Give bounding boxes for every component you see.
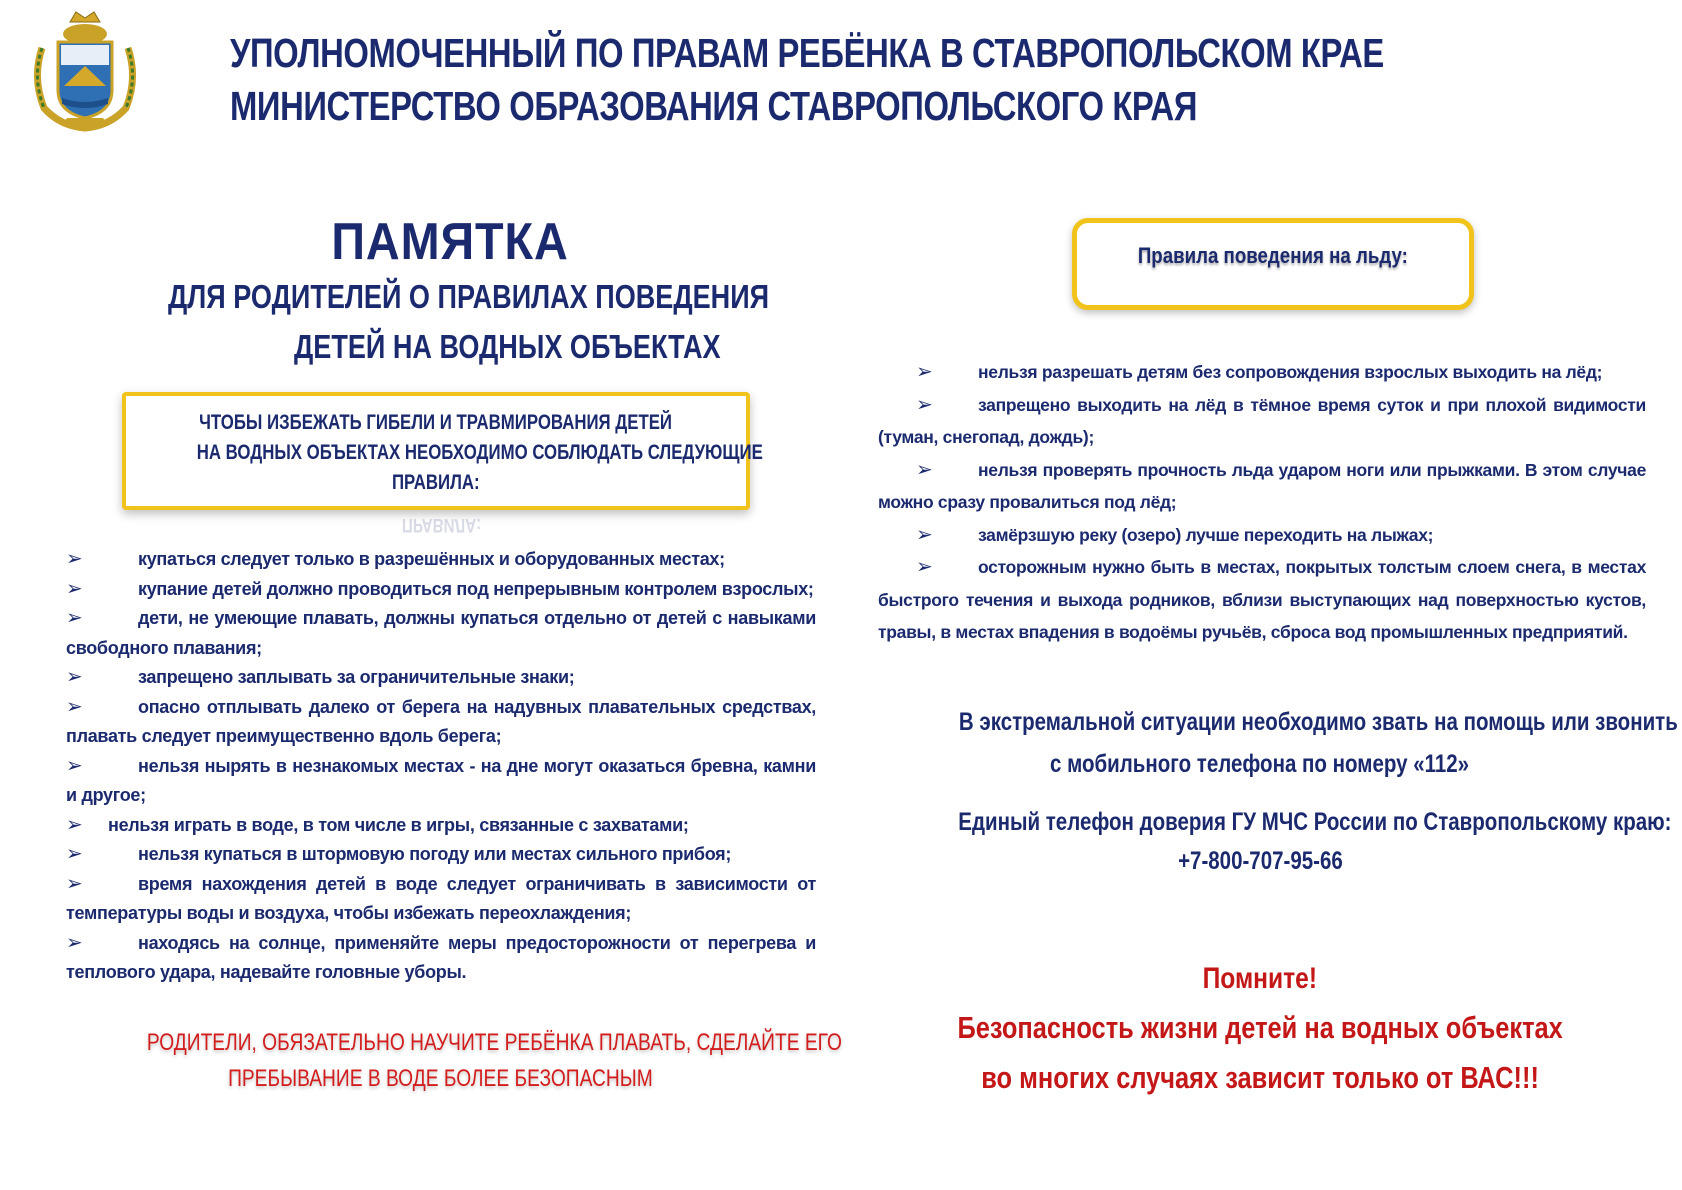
ice-rules-list [878,356,1646,649]
rules-intro-line-3: ПРАВИЛА: [392,471,480,494]
list-item: ➢ осторожным нужно быть в местах, покрытых толстым слоем снега, в местах быстрого течения и выхода родников, вблизи выступающих над поверхностью кустов, травы, в местах впадения в водоёмы ручьёв, сброса вод промышленных предприятий. [878,551,1646,649]
list-item: ➢ дети, не умеющие плавать, должны купаться отдельно от детей с навыками свободного плавания; [66,604,816,663]
rules-intro-reflection: ПРАВИЛА: [401,514,482,535]
arrow-bullet-icon: ➢ [66,872,83,895]
list-item: ➢ нельзя нырять в незнакомых местах - на дне могут оказаться бревна, камни и другое; [66,752,816,811]
rules-intro-box [122,392,763,510]
arrow-bullet-icon: ➢ [66,843,83,865]
rules-intro-line-1: ЧТОБЫ ИЗБЕЖАТЬ ГИБЕЛИ И ТРАВМИРОВАНИЯ ДЕТЕЙ [199,411,673,434]
memo-subtitle-line-2: ДЕТЕЙ НА ВОДНЫХ ОБЪЕКТАХ [294,328,721,365]
coat-of-arms-icon [30,8,140,132]
emergency-line-2: с мобильного телефона по номеру «112» [1050,750,1470,778]
parents-callout-line-2: ПРЕБЫВАНИЕ В ВОДЕ БОЛЕЕ БЕЗОПАСНЫМ [227,1065,653,1092]
header-line-1: УПОЛНОМОЧЕННЫЙ ПО ПРАВАМ РЕБЁНКА В СТАВРОПОЛЬСКОМ КРАЕ [230,30,1384,76]
memo-title: ПАМЯТКА [331,213,569,271]
arrow-bullet-icon: ➢ [916,393,933,416]
arrow-bullet-icon: ➢ [66,607,83,629]
list-item: ➢ нельзя проверять прочность льда ударом ноги или прыжками. В этом случае можно сразу провалиться под лёд; [878,454,1646,519]
ice-rules-heading: Правила поведения на льду: [1137,243,1409,268]
hotline-phone: +7-800-707-95-66 [1177,847,1343,875]
parents-callout-line-1: РОДИТЕЛИ, ОБЯЗАТЕЛЬНО НАУЧИТЕ РЕБЁНКА ПЛАВАТЬ, СДЕЛАЙТЕ ЕГО [146,1029,842,1056]
arrow-bullet-icon: ➢ [66,577,83,600]
list-item: ➢ запрещено выходить на лёд в тёмное время суток и при плохой видимости (туман, снегопад, дождь); [878,389,1646,454]
arrow-bullet-icon: ➢ [66,666,83,688]
arrow-bullet-icon: ➢ [66,548,83,570]
memo-subtitle-line-1: ДЛЯ РОДИТЕЛЕЙ О ПРАВИЛАХ ПОВЕДЕНИЯ [168,278,770,315]
list-item: ➢ нельзя купаться в штормовую погоду или местах сильного прибоя; [66,840,816,870]
arrow-bullet-icon: ➢ [916,361,933,383]
parents-callout [60,1025,842,1097]
hotline-label: Единый телефон доверия ГУ МЧС России по Ставропольскому краю: [958,808,1672,836]
arrow-bullet-icon: ➢ [66,754,83,777]
arrow-bullet-icon: ➢ [916,458,933,481]
list-item: ➢ купаться следует только в разрешённых и оборудованных местах; [66,545,816,575]
list-item: ➢ находясь на солнце, применяйте меры предосторожности от перегрева и теплового удара, надевайте головные уборы. [66,929,816,988]
list-item: ➢ нельзя играть в воде, в том числе в игры, связанные с захватами; [66,811,816,841]
arrow-bullet-icon: ➢ [66,813,83,836]
list-item: ➢ купание детей должно проводиться под непрерывным контролем взрослых; [66,575,816,605]
arrow-bullet-icon: ➢ [916,556,933,578]
water-rules-list [66,545,816,988]
list-item: ➢ время нахождения детей в воде следует ограничивать в зависимости от температуры воды и воздуха, чтобы избежать переохлаждения; [66,870,816,929]
arrow-bullet-icon: ➢ [66,931,83,954]
emergency-line-1: В экстремальной ситуации необходимо звать на помощь или звонить [958,708,1678,736]
arrow-bullet-icon: ➢ [916,523,933,546]
closing-line-1: Безопасность жизни детей на водных объектах [957,1010,1563,1045]
list-item: ➢ запрещено заплывать за ограничительные знаки; [66,663,816,693]
list-item: ➢ опасно отплывать далеко от берега на надувных плавательных средствах, плавать следует преимущественно вдоль берега; [66,693,816,752]
closing-line-2: во многих случаях зависит только от ВАС!!! [981,1060,1539,1095]
ice-rules-heading-box [1072,218,1474,310]
list-item: ➢ замёрзшую реку (озеро) лучше переходить на лыжах; [878,519,1646,552]
remember-heading: Помните! [1202,962,1318,995]
arrow-bullet-icon: ➢ [66,695,83,718]
list-item: ➢ нельзя разрешать детям без сопровождения взрослых выходить на лёд; [878,356,1646,389]
header-line-2: МИНИСТЕРСТВО ОБРАЗОВАНИЯ СТАВРОПОЛЬСКОГО КРАЯ [230,83,1197,129]
rules-intro-line-2: НА ВОДНЫХ ОБЪЕКТАХ НЕОБХОДИМО СОБЛЮДАТЬ СЛЕДУЮЩИЕ [196,441,763,464]
